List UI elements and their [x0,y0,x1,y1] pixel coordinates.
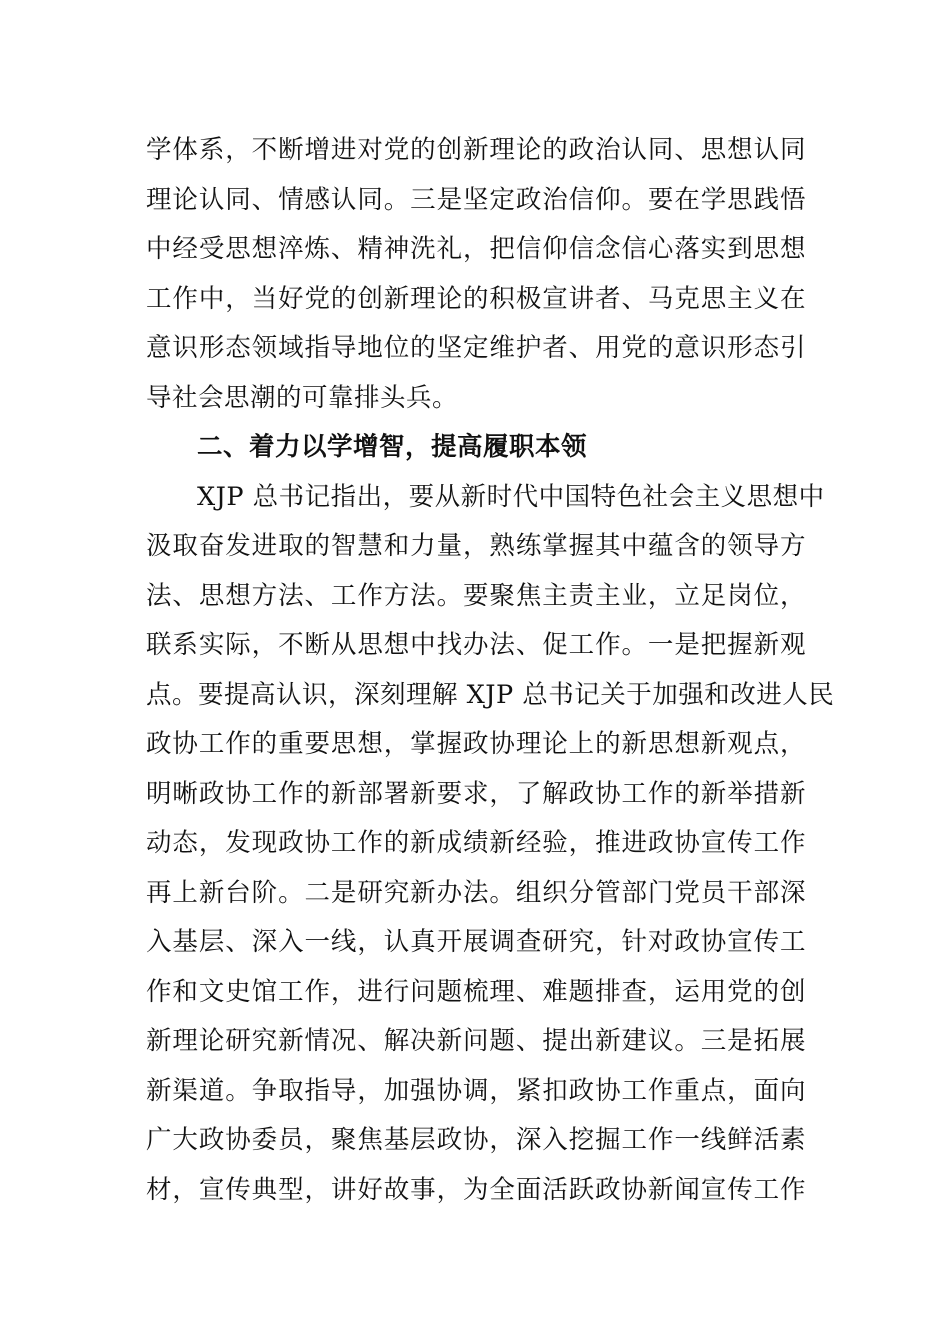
paragraph-line: 导社会思潮的可靠排头兵。 [146,382,459,413]
paragraph-line: 广大政协委员，聚焦基层政协，深入挖掘工作一线鲜活素 [146,1125,806,1155]
paragraph-line: 政协工作的重要思想，掌握政协理论上的新思想新观点， [146,729,806,759]
section-heading: 二、着力以学增智，提高履职本领 [197,432,588,462]
paragraph-line: 动态，发现政协工作的新成绩新经验，推进政协宣传工作 [146,828,806,858]
paragraph-line: 明晰政协工作的新部署新要求，了解政协工作的新举措新 [146,778,806,809]
paragraph-line: 材，宣传典型，讲好故事，为全面活跃政协新闻宣传工作 [146,1174,806,1205]
paragraph-line: 作和文史馆工作，进行问题梳理、难题排查，运用党的创 [146,976,806,1007]
paragraph-line: 联系实际，不断从思想中找办法、促工作。一是把握新观 [146,630,806,660]
paragraph-line: 中经受思想淬炼、精神洗礼，把信仰信念信心落实到思想 [146,234,806,264]
paragraph-line: 法、思想方法、工作方法。要聚焦主责主业，立足岗位， [146,580,806,611]
paragraph-line: 意识形态领域指导地位的坚定维护者、用党的意识形态引 [146,333,806,363]
paragraph-line: 再上新台阶。二是研究新办法。组织分管部门党员干部深 [146,877,806,908]
paragraph-line: XJP 总书记指出，要从新时代中国特色社会主义思想中 [197,481,825,512]
paragraph-line: 汲取奋发进取的智慧和力量，熟练掌握其中蕴含的领导方 [146,531,806,561]
paragraph-line: 新渠道。争取指导，加强协调，紧扣政协工作重点，面向 [146,1075,806,1106]
paragraph-line: 理论认同、情感认同。三是坚定政治信仰。要在学思践悟 [146,184,806,215]
document-page [146,126,835,1215]
paragraph-line: 点。要提高认识，深刻理解 XJP 总书记关于加强和改进人民 [146,679,835,710]
paragraph-line: 新理论研究新情况、解决新问题、提出新建议。三是拓展 [146,1026,806,1056]
paragraph-line: 学体系，不断增进对党的创新理论的政治认同、思想认同 [146,135,806,165]
paragraph-line: 入基层、深入一线，认真开展调查研究，针对政协宣传工 [146,927,806,957]
paragraph-line: 工作中，当好党的创新理论的积极宣讲者、马克思主义在 [146,283,806,314]
